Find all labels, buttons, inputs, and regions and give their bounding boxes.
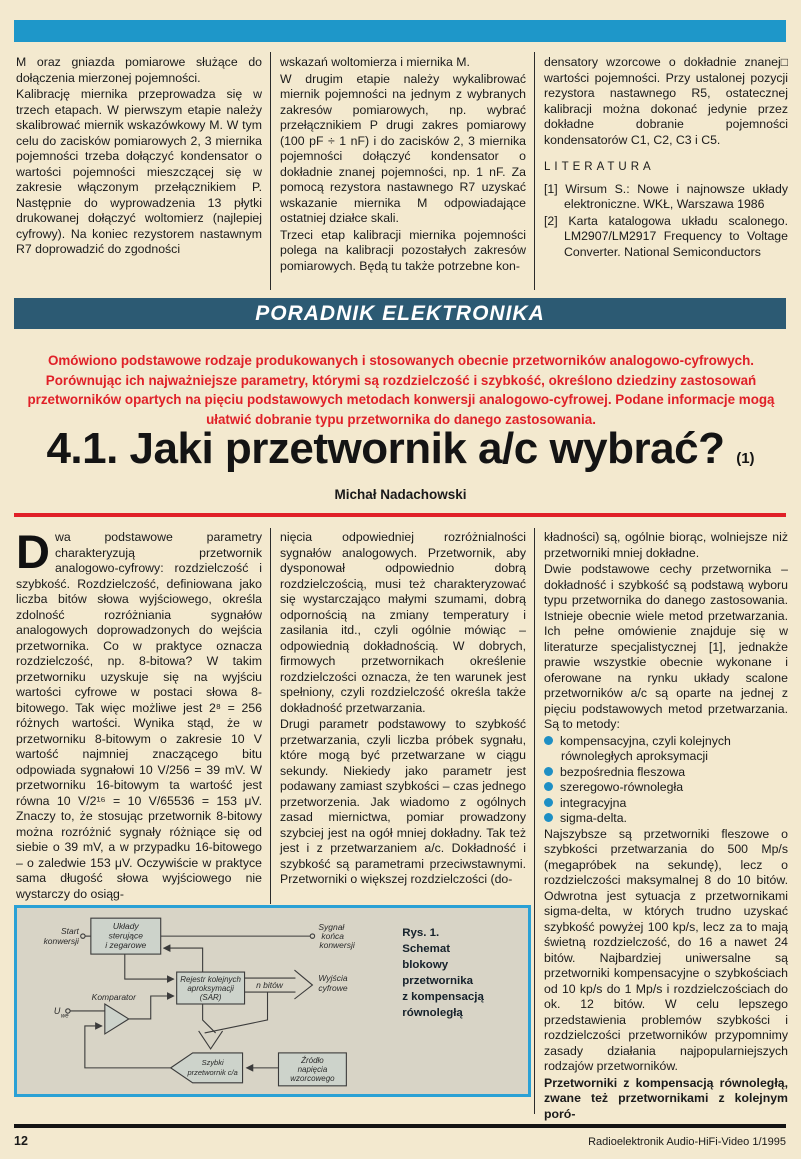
label-sar: Rejestr kolejnych <box>180 975 241 985</box>
paragraph: kładności) są, ogólnie biorąc, wolniejsze niż przetworniki mniej dokładne. <box>544 530 788 560</box>
label-dac: Szybki <box>201 1057 224 1067</box>
label-control: Układy <box>112 921 139 932</box>
literature-item: [2] Karta katalogowa układu scalonego. LM2907/LM2917 Frequency to Voltage Converter. National Semiconductors <box>544 213 788 259</box>
paragraph: Dwie podstawowe cechy przetwornika – dokładność i szybkość są podstawą wyboru typu przetwornika do danego zastosowania. Istnieje obecnie wiele metod przetwarzania. Ich pełne omówienie znajduje się w literaturze specjalistycznej [1], jednakże prawie wszystkie obecnie wykonane i oferowane na rynku układy scalone przetworników a/c są oparte na jednej z pięciu podstawowych metod przetwarzania. Są to metody: <box>544 562 788 731</box>
top-blue-bar <box>14 20 786 42</box>
label-ref: Źródło <box>301 1055 324 1065</box>
svg-text:napięcia: napięcia <box>297 1064 328 1074</box>
bullet-icon <box>544 782 553 791</box>
figure-caption <box>402 927 484 1019</box>
method-list <box>544 734 788 827</box>
bullet-icon <box>544 813 553 822</box>
label-start: Start <box>60 926 79 937</box>
lead-paragraph: Omówiono podstawowe rodzaje produkowanych i stosowanych obecnie przetworników analogowo-cyfrowych. Porównując ich najważniejsze parametry, którymi są rozdzielczość i szybkość, określono dziedziny zastosowań przetworników opartych na pięciu podstawowych metodach konwersji analogowo-cyfrowej. Podane informacje mogą ułatwić dobranie typu przetwornika do danego zastosowania. <box>27 353 775 427</box>
paragraph: Przetworniki z kompensacją równoległą, zwane też przetwornikami z kolejnym poró- <box>544 1075 788 1121</box>
article-col-1 <box>16 525 262 903</box>
prev-article-col-2 <box>280 55 526 275</box>
article-title: 4.1. Jaki przetwornik a/c wybrać? (1) <box>46 424 755 473</box>
paragraph: nięcia odpowiedniej rozróżnialności sygnałów analogowych. Przetwornik, aby dysponował odpowiednio dobrą rozdzielczością, musi też charakteryzować się wystarczająco małymi szumami, dobrą odpornością na zmiany temperatury i zasilania itd., czyli ogólnie mówiąc – odpowiednią dokładnością. W dobrych, firmowych przetwornikach określenie rozdzielczości oznacza, że ten warunek jest spełniony, czyli rozdzielczość określa także dokładność przetwarzania. <box>280 530 526 715</box>
paragraph: □ densatory wzorcowe o dokładnie znanej wartości pojemności. Przy ustalonej pozycji rezystora nastawnego R5, ostatecznej kalibracji można dokonać jedynie przez dokładne dobranie pojemności kondensatorów C1, C2, C3 i C5. <box>544 55 788 147</box>
end-terminal <box>310 934 314 938</box>
label-n-bits: n bitów <box>256 980 283 991</box>
column-divider <box>534 528 535 1114</box>
svg-text:wzorcowego: wzorcowego <box>290 1073 335 1083</box>
label-outputs: Wyjścia <box>318 973 348 984</box>
literature-item: [1] Wirsum S.: Nowe i najnowsze układy elektroniczne. WKŁ, Warszawa 1986 <box>544 181 788 211</box>
caption-line: blokowy <box>402 959 449 972</box>
section-banner-title: PORADNIK ELEKTRONIKA <box>255 301 545 325</box>
comparator-symbol <box>105 1004 129 1034</box>
article-col-3 <box>544 530 788 1123</box>
paragraph: Dwa podstawowe parametry charakteryzują przetwornik analogowo-cyfrowy: rozdzielczość i szybkość. Rozdzielczość, definiowana jako liczba bitów słowa wyjściowego, określa zdolność rozróżniania sygnałów analogowych doprowadzonych do wejścia przetwornika. Co w praktyce oznacza rozdzielczość, np. 8-bitowa? W takim przetworniku uzyskuje się na wyjściu wartości cyfrowe w postaci słowa 8-bitowego. Tak więc możliwe jest 2⁸ = 256 różnych wartości. Wynika stąd, że w przetworniku 8-bitowym o zakresie 10 V wartość najmniej znaczącego bitu odpowiada sygnałowi 10 V/256 = 39 mV. W przetworniku 16-bitowym ta wartość jest równa 10 V/2¹⁶ = 10 V/65536 = 153 μV. Znaczy to, że stosując przetwornik 8-bitowy można rozróżnić sygnały różniące się od siebie o 39 mV, a w przypadku 16-bitowego – o zaledwie 153 μV. Oczywiście w praktyce sama długość słowa wyjściowego nie wystarczy do osiąg- <box>16 525 262 901</box>
footer-journal: Radioelektronik Audio-HiFi-Video 1/1995 <box>588 1136 786 1148</box>
svg-text:konwersji: konwersji <box>43 936 79 947</box>
footer-rule <box>14 1124 786 1128</box>
caption-line: równoległą <box>402 1006 463 1019</box>
literature-header: LITERATURA <box>544 161 655 173</box>
caption-line: z kompensacją <box>402 991 484 1004</box>
start-terminal <box>81 934 85 938</box>
paragraph: W drugim etapie należy wykalibrować miernik pojemności na jednym z wybranych zakresów pomiarowych, np. wybrać przełącznikiem P drugi zakres pomiarowy (100 pF ÷ 1 nF) i do zacisków 2, 3 miernika pojemności dołączyć kondensator o dokładnie znanej pojemności, np. 1 nF. Za pomocą rezystora nastawnego R7 uzyskać wskazanie miernika M odpowiadające ostatniej działce skali. <box>280 71 526 225</box>
svg-text:i zegarowe: i zegarowe <box>105 940 147 951</box>
column-divider <box>270 528 271 904</box>
bullet-icon <box>544 767 553 776</box>
paragraph: Kalibrację miernika przeprowadza się w trzech etapach. W pierwszym etapie należy skalibrować miernik wskazówkowy M. W tym celu do zacisków pomiarowych 2, 3 miernika pojemności trzeba dołączyć kondensator o wartości pojemności mieszczącej się w zakresie włączonym przełącznikiem P. Następnie do wyprowadzenia 13 płytki drukowanej dołączyć woltomierz (najlepiej cyfrowy). Na koniec rezystorem nastawnym R7 doprowadzić do zgodności <box>16 87 262 256</box>
svg-text:cyfrowe: cyfrowe <box>318 983 348 994</box>
digital-output-arrow-icon <box>294 970 312 999</box>
paragraph: wskazań woltomierza i miernika M. <box>280 55 470 69</box>
caption-line: Schemat <box>402 943 451 956</box>
svg-text:sterujące: sterujące <box>108 930 143 941</box>
svg-text:przetwornik c/a: przetwornik c/a <box>187 1067 238 1077</box>
bus-down-arrow-icon <box>199 1031 223 1049</box>
article-end-icon: □ <box>780 55 788 69</box>
paragraph: Najszybsze są przetworniki fleszowe o szybkości przetwarzania do 500 Mp/s (megapróbek na sekundę), lecz o rozdzielczości maksymalnej 8 do 10 bitów. Odwrotna jest sytuacja z przetwornikami sigma-delta, w których trudno uzyskać szybkość powyżej 100 kp/s, lecz za to mają świetną rozdzielczość, do 16 a nawet 24 bitów. Najbardziej uniwersalne są przetworniki kompensacyjne o szybkościach od 10 kp/s do 1 Mp/s i rozdzielczościach do ok. 12 bitów. W celu lepszego przedstawienia problemów szybkości i rozdzielczości przetworników przypomnimy zasady działania najpopularniejszych rodzajów przetworników. <box>544 826 788 1073</box>
list-item: integracyjna <box>544 796 788 812</box>
paragraph: Trzeci etap kalibracji miernika pojemności polega na kalibracji pozostałych zakresów pomiarowych. Będą tu także potrzebne kon- <box>280 227 526 273</box>
column-divider <box>270 52 271 290</box>
paragraph: Drugi parametr podstawowy to szybkość przetwarzania, czyli liczba próbek sygnału, które mogą być przetwarzane w ciągu sekundy. Niekiedy jako parametr jest podawany zamiast szybkości – czas jednego przetworzenia. Jak wiadomo z ogólnych zasad miernictwa, pomiar prowadzony szybciej jest na ogół mniej dokładny. Tak też jest i z przetwarzaniem a/c. Dokładność i szybkość są parametrami przeciwstawnymi. Przetworniki o większej rozdzielczości (do- <box>280 717 526 886</box>
caption-line: Rys. 1. <box>402 927 440 940</box>
label-u-we: U <box>53 1005 61 1016</box>
article-author: Michał Nadachowski <box>334 487 467 502</box>
block-diagram <box>17 908 528 1094</box>
svg-text:końca: końca <box>321 931 345 942</box>
prev-article-col-3 <box>544 55 788 261</box>
list-item: szeregowo-równoległa <box>544 780 788 796</box>
svg-text:konwersji: konwersji <box>319 940 355 951</box>
bullet-icon <box>544 736 553 745</box>
list-item: kompensacyjna, czyli kolejnych równoległych aproksymacji <box>544 734 788 765</box>
prev-article-col-1 <box>16 55 262 259</box>
drop-cap: D <box>16 525 50 578</box>
list-item: sigma-delta. <box>544 811 788 827</box>
column-divider <box>534 52 535 290</box>
part-number: (1) <box>736 450 755 467</box>
list-item: bezpośrednia fleszowa <box>544 765 788 781</box>
red-rule <box>14 513 786 517</box>
svg-text:aproksymacji: aproksymacji <box>187 984 234 994</box>
figure-rys-1 <box>14 905 531 1097</box>
section-banner <box>14 298 786 329</box>
paragraph: M oraz gniazda pomiarowe służące do dołączenia mierzonej pojemności. <box>16 55 262 85</box>
footer-page-number: 12 <box>14 1134 28 1148</box>
bullet-icon <box>544 798 553 807</box>
label-comparator: Komparator <box>91 992 136 1003</box>
caption-line: przetwornika <box>402 975 473 988</box>
svg-text:we: we <box>60 1013 69 1020</box>
label-end-signal: Sygnał <box>318 922 345 933</box>
article-col-2 <box>280 530 526 889</box>
svg-text:(SAR): (SAR) <box>199 993 222 1003</box>
